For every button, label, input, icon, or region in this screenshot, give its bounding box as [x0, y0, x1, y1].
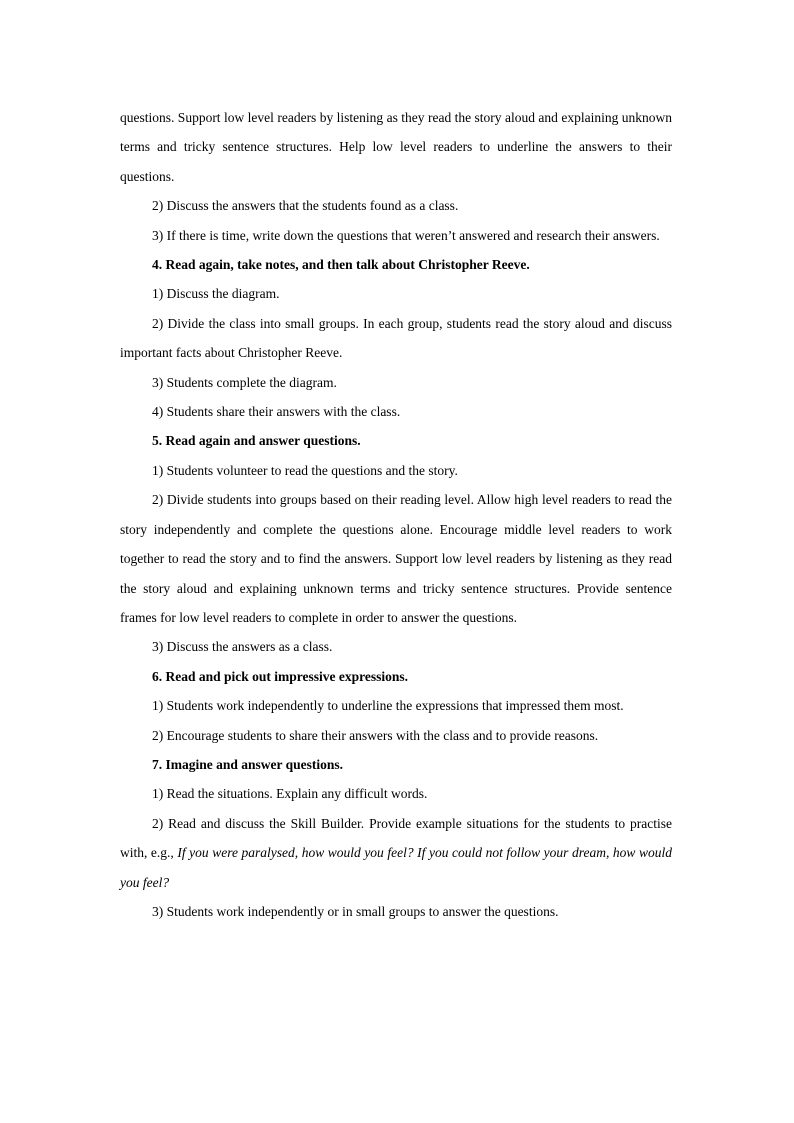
paragraph	[120, 809, 672, 897]
example-questions: If you were paralysed, how would you feel? If you could not follow your dream, how would you feel?	[120, 845, 672, 890]
section-heading: 6. Read and pick out impressive expressions.	[152, 668, 409, 684]
paragraph: 2) Divide the class into small groups. In each group, students read the story aloud and discuss important facts about Christopher Reeve.	[120, 315, 672, 361]
paragraph: 1) Read the situations. Explain any difficult words.	[152, 786, 428, 802]
section-heading: 7. Imagine and answer questions.	[152, 756, 344, 772]
section-heading: 4. Read again, take notes, and then talk about Christopher Reeve.	[152, 257, 530, 273]
paragraph: questions. Support low level readers by listening as they read the story aloud and explaining unknown terms and tricky sentence structures. Help low level readers to underline the answers to their questions.	[120, 110, 672, 184]
paragraph: 1) Discuss the diagram.	[152, 286, 280, 302]
paragraph: 2) Discuss the answers that the students found as a class.	[152, 198, 459, 214]
paragraph: 3) Discuss the answers as a class.	[152, 639, 333, 655]
paragraph: 3) Students work independently or in small groups to answer the questions.	[152, 903, 559, 919]
paragraph: 2) Encourage students to share their answers with the class and to provide reasons.	[152, 727, 599, 743]
paragraph: 1) Students volunteer to read the questions and the story.	[152, 462, 458, 478]
paragraph: 3) If there is time, write down the questions that weren’t answered and research their answers.	[152, 227, 660, 243]
paragraph: 3) Students complete the diagram.	[152, 374, 337, 390]
document-body	[120, 103, 672, 926]
paragraph: 2) Divide students into groups based on their reading level. Allow high level readers to read the story independently and complete the questions alone. Encourage middle level readers to work together to read the story and to find the answers. Support low level readers by listening as they read the story aloud and explaining unknown terms and tricky sentence structures. Provide sentence frames for low level readers to complete in order to answer the questions.	[120, 492, 672, 625]
section-heading: 5. Read again and answer questions.	[152, 433, 361, 449]
paragraph: 4) Students share their answers with the class.	[152, 404, 401, 420]
paragraph: 1) Students work independently to underline the expressions that impressed them most.	[152, 698, 624, 714]
paragraph-text: 2) Read and discuss the Skill Builder. Provide example situations for the students to practise with, e.g.,	[120, 815, 672, 861]
